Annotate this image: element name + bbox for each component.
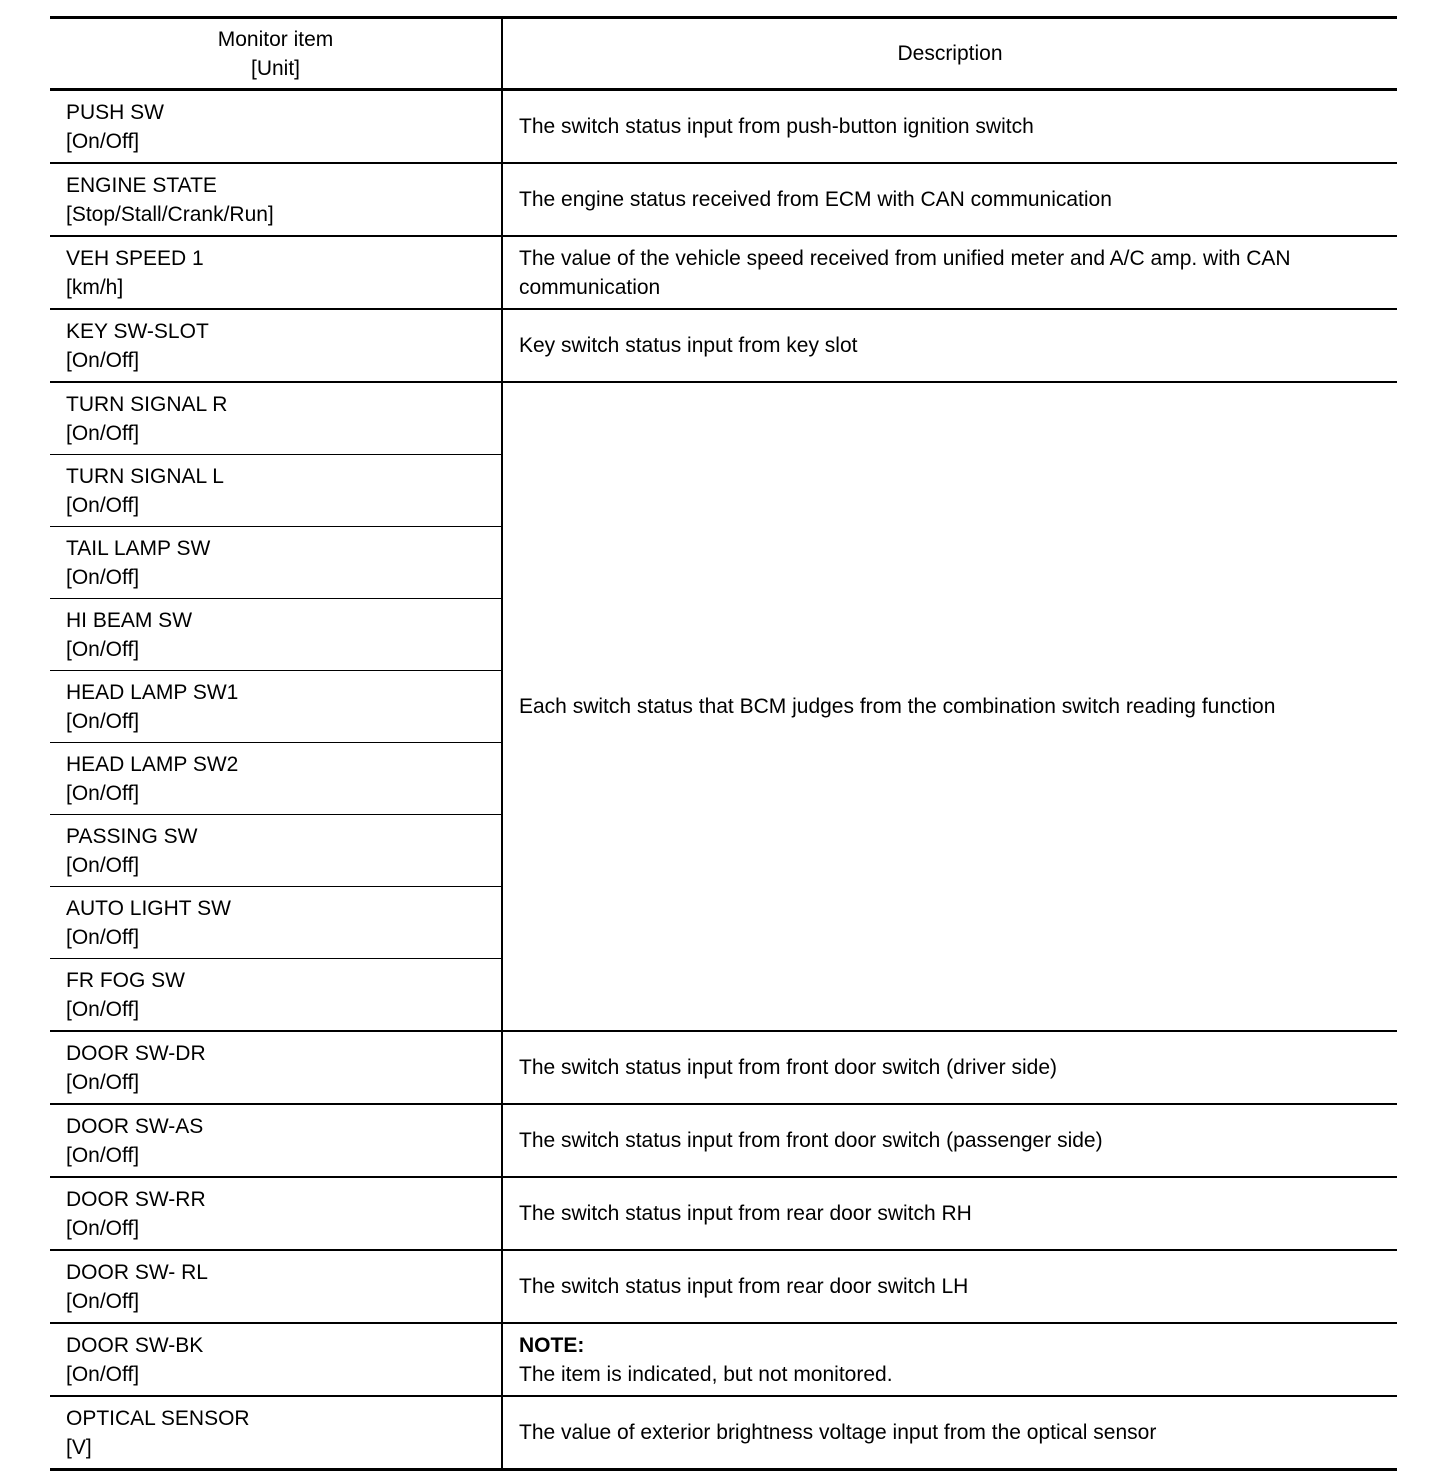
description-cell: The switch status input from push-button ignition switch <box>519 115 1034 138</box>
item-name: HEAD LAMP SW1 <box>66 680 239 704</box>
monitor-item-cell <box>50 163 502 236</box>
item-name: TAIL LAMP SW <box>66 536 211 560</box>
item-unit: [On/Off] <box>66 565 140 589</box>
item-name: HEAD LAMP SW2 <box>66 752 239 776</box>
monitor-item-cell <box>50 455 502 527</box>
table-row <box>50 309 1397 382</box>
item-name: ENGINE STATE <box>66 173 217 197</box>
table-row <box>50 1250 1397 1323</box>
item-unit: [On/Off] <box>66 1070 140 1094</box>
description-cell: The switch status input from front door switch (passenger side) <box>502 1104 1397 1177</box>
table-row <box>50 90 1397 164</box>
item-unit: [On/Off] <box>66 1143 140 1167</box>
monitor-item-cell <box>50 815 502 887</box>
item-unit: [On/Off] <box>66 637 140 661</box>
item-name: HI BEAM SW <box>66 608 193 632</box>
table-row <box>50 1396 1397 1470</box>
description-cell: Key switch status input from key slot <box>502 309 1397 382</box>
header-monitor-item <box>50 18 502 90</box>
item-name: OPTICAL SENSOR <box>66 1406 250 1430</box>
monitor-item-cell <box>50 1031 502 1104</box>
item-name: VEH SPEED 1 <box>66 246 204 270</box>
item-name: DOOR SW-DR <box>66 1041 206 1065</box>
item-name: DOOR SW-BK <box>66 1333 204 1357</box>
header-monitor-item-label: Monitor item <box>217 27 334 51</box>
description-cell: The value of the vehicle speed received from unified meter and A/C amp. with CAN communication <box>502 236 1397 309</box>
header-description: Description <box>502 18 1397 90</box>
item-unit: [On/Off] <box>66 129 140 153</box>
combination-switch-description-cell: Each switch status that BCM judges from the combination switch reading function <box>502 382 1397 1031</box>
item-name: AUTO LIGHT SW <box>66 896 231 920</box>
item-unit: [km/h] <box>66 275 124 299</box>
item-unit: [On/Off] <box>66 997 140 1021</box>
table-row <box>50 236 1397 309</box>
table-row <box>50 1177 1397 1250</box>
item-unit: [On/Off] <box>66 1216 140 1240</box>
note-text: The item is indicated, but not monitored. <box>519 1362 893 1386</box>
header-unit-label: [Unit] <box>250 56 300 80</box>
monitor-item-cell <box>50 671 502 743</box>
item-unit: [On/Off] <box>66 1362 140 1386</box>
monitor-item-cell <box>50 599 502 671</box>
monitor-item-cell <box>50 90 502 164</box>
item-name: TURN SIGNAL L <box>66 464 224 488</box>
monitor-item-cell <box>50 1396 502 1470</box>
monitor-item-table <box>50 16 1397 1471</box>
item-unit: [Stop/Stall/Crank/Run] <box>66 202 274 226</box>
description-cell: The switch status input from rear door switch LH <box>502 1250 1397 1323</box>
table-row <box>50 163 1397 236</box>
table-row <box>50 1323 1397 1396</box>
item-name: FR FOG SW <box>66 968 185 992</box>
note-label: NOTE: <box>519 1333 585 1357</box>
item-name: KEY SW-SLOT <box>66 319 209 343</box>
description-cell: The switch status input from rear door switch RH <box>502 1177 1397 1250</box>
item-unit: [On/Off] <box>66 421 140 445</box>
item-name: TURN SIGNAL R <box>66 392 228 416</box>
table-row <box>50 1104 1397 1177</box>
monitor-item-cell <box>50 309 502 382</box>
description-cell: The switch status input from front door switch (driver side) <box>502 1031 1397 1104</box>
item-name: DOOR SW-AS <box>66 1114 204 1138</box>
item-unit: [On/Off] <box>66 709 140 733</box>
monitor-item-cell <box>50 959 502 1032</box>
table-row <box>50 382 1397 455</box>
item-unit: [On/Off] <box>66 493 140 517</box>
item-name: PASSING SW <box>66 824 198 848</box>
item-unit: [On/Off] <box>66 853 140 877</box>
item-name: DOOR SW- RL <box>66 1260 208 1284</box>
monitor-item-cell <box>50 1104 502 1177</box>
item-unit: [On/Off] <box>66 348 140 372</box>
monitor-item-cell <box>50 1323 502 1396</box>
item-name: PUSH SW <box>66 100 165 124</box>
monitor-item-cell <box>50 1177 502 1250</box>
monitor-item-cell <box>50 382 502 455</box>
monitor-item-cell <box>50 1250 502 1323</box>
table-header-row <box>50 18 1397 90</box>
item-unit: [On/Off] <box>66 781 140 805</box>
monitor-item-cell <box>50 527 502 599</box>
description-cell: The engine status received from ECM with CAN communication <box>502 163 1397 236</box>
item-name: DOOR SW-RR <box>66 1187 206 1211</box>
description-cell: The value of exterior brightness voltage input from the optical sensor <box>502 1396 1397 1470</box>
table-row <box>50 1031 1397 1104</box>
monitor-item-cell <box>50 743 502 815</box>
item-unit: [V] <box>66 1435 92 1459</box>
item-unit: [On/Off] <box>66 925 140 949</box>
description-cell <box>502 1323 1397 1396</box>
monitor-item-cell <box>50 236 502 309</box>
item-unit: [On/Off] <box>66 1289 140 1313</box>
monitor-item-cell <box>50 887 502 959</box>
